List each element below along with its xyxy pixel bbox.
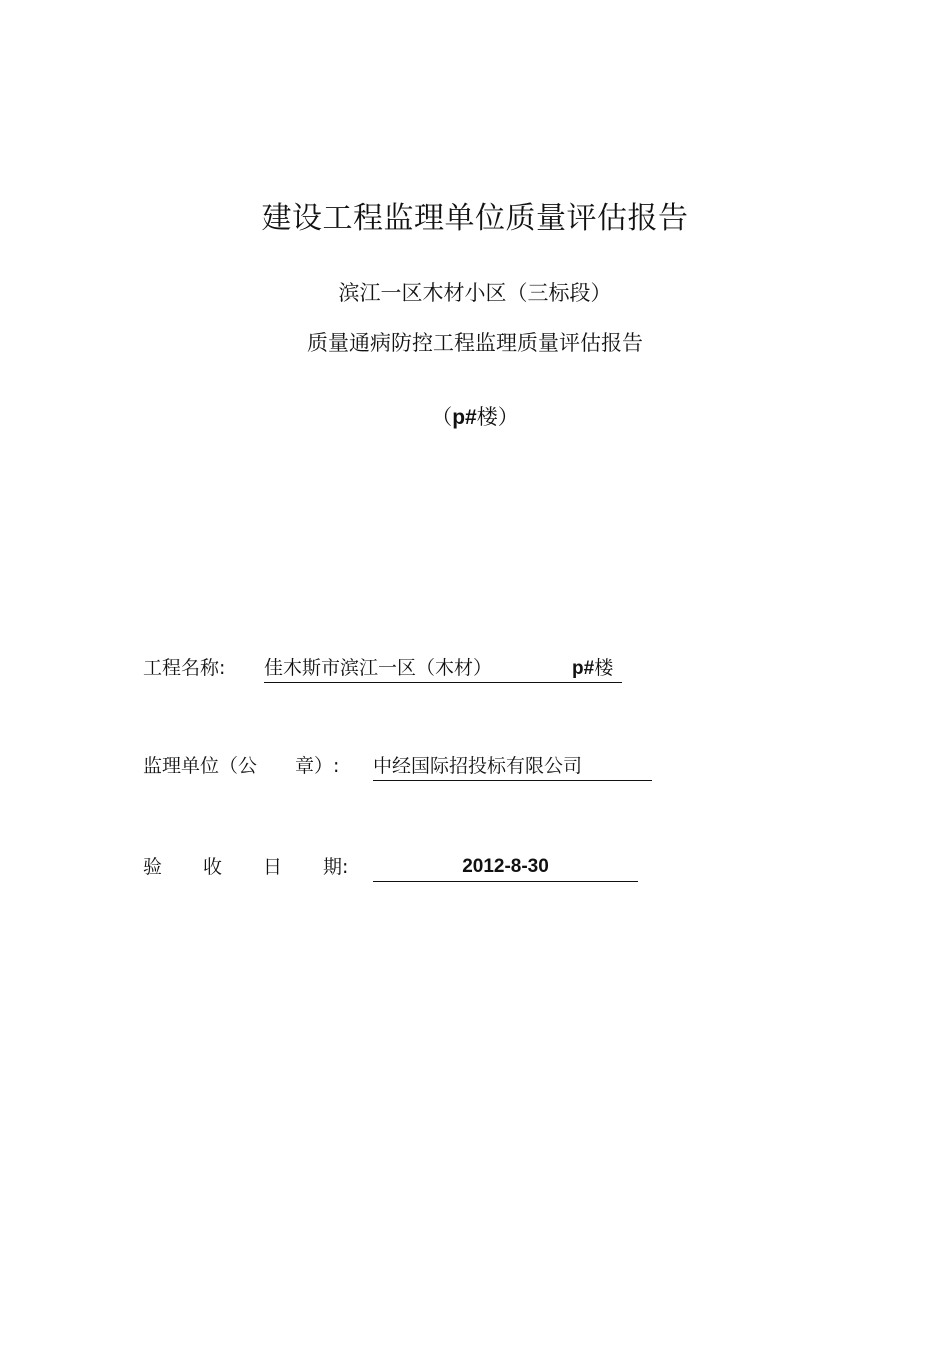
acceptance-date-value: 2012-8-30 <box>373 853 638 882</box>
date-label-char-4: 期: <box>323 856 349 878</box>
supervisor-field <box>143 752 583 780</box>
document-subtitle-report: 质量通病防控工程监理质量评估报告 <box>307 331 643 355</box>
date-label-char-1: 验 <box>143 856 163 878</box>
project-name-field <box>143 654 614 682</box>
document-title: 建设工程监理单位质量评估报告 <box>261 201 689 236</box>
project-name-value <box>264 654 622 683</box>
document-subtitle-project: 滨江一区木材小区（三标段） <box>338 281 612 305</box>
date-label-char-3: 日 <box>263 856 283 878</box>
supervisor-label: 监理单位（公 章）: <box>143 755 340 777</box>
building-code: p# <box>452 406 477 429</box>
project-name-code: p# <box>572 658 595 679</box>
project-name-suffix: 楼 <box>594 657 614 679</box>
project-name-building <box>572 654 613 683</box>
supervisor-value: 中经国际招投标有限公司 <box>373 752 652 781</box>
building-open: （ <box>431 405 453 429</box>
building-close: 楼） <box>476 405 519 429</box>
date-label-char-2: 收 <box>203 856 223 878</box>
acceptance-date-label <box>143 853 348 881</box>
project-name-main: 佳木斯市滨江一区（木材） <box>264 657 493 679</box>
acceptance-date-field <box>143 853 549 881</box>
building-designation <box>0 402 950 433</box>
project-name-label: 工程名称: <box>143 657 226 679</box>
